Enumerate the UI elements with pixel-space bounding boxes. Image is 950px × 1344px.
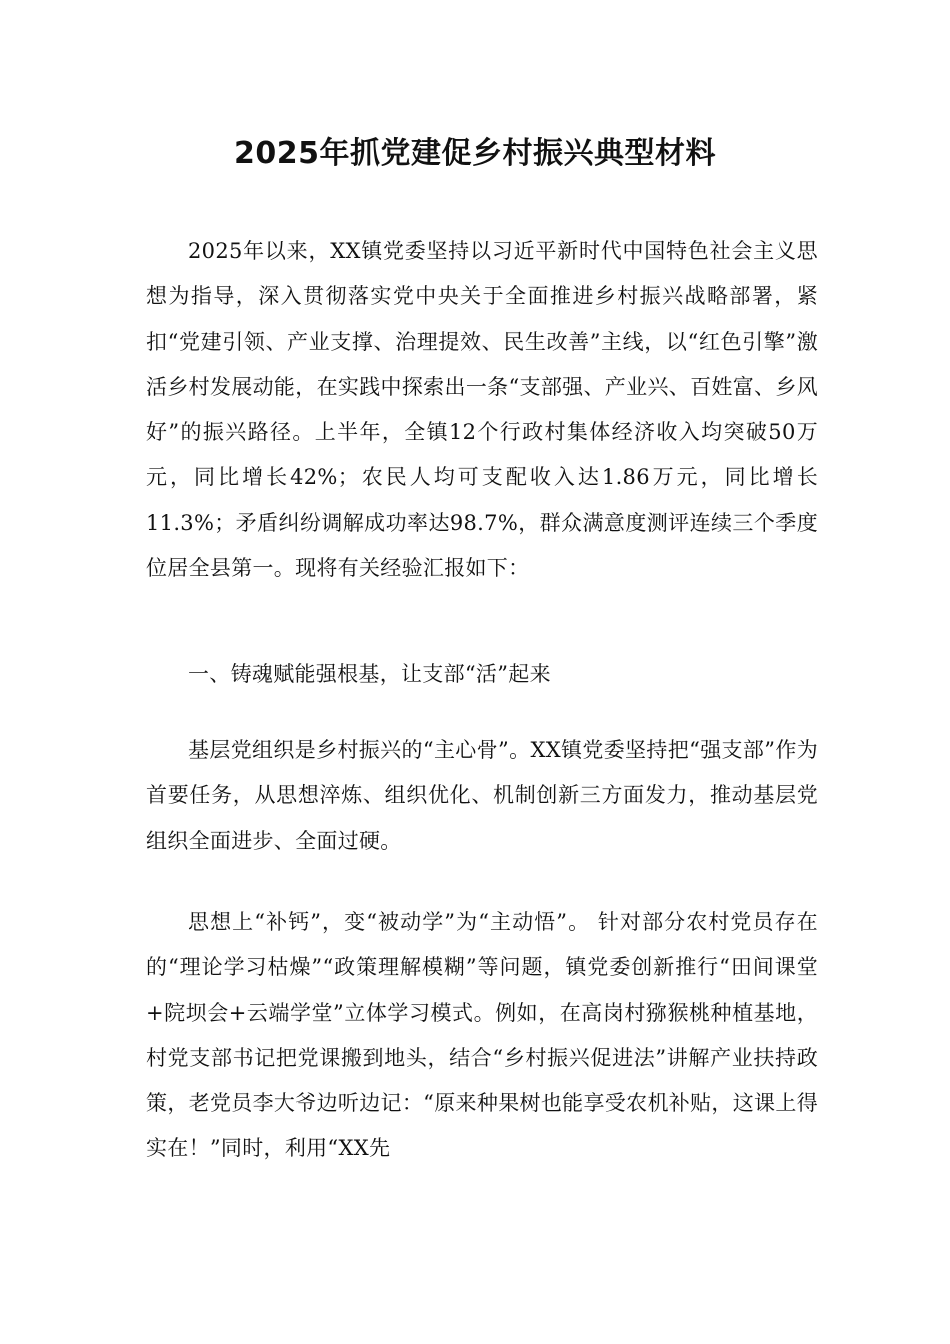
intro-paragraph: 2025年以来，XX镇党委坚持以习近平新时代中国特色社会主义思想为指导，深入贯彻落实党中央关于全面推进乡村振兴战略部署，紧扣“党建引领、产业支撑、治理提效、民生改善”主线，以“红色引擎”激活乡村发展动能，在实践中探索出一条“支部强、产业兴、百姓富、乡风好”的振兴路径。上半年，全镇12个行政村集体经济收入均突破50万元，同比增长42%；农民人均可支配收入达1.86万元，同比增长11.3%；矛盾纠纷调解成功率达98.7%，群众满意度测评连续三个季度位居全县第一。现将有关经验汇报如下： bbox=[146, 239, 818, 581]
section-heading: 一、铸魂赋能强根基，让支部“活”起来 bbox=[188, 662, 551, 686]
body-paragraph: 基层党组织是乡村振兴的“主心骨”。XX镇党委坚持把“强支部”作为首要任务，从思想淬炼、组织优化、机制创新三方面发力，推动基层党组织全面进步、全面过硬。 bbox=[146, 738, 818, 853]
document-title: 2025年抓党建促乡村振兴典型材料 bbox=[234, 136, 716, 171]
body-paragraph: 思想上“补钙”，变“被动学”为“主动悟”。 针对部分农村党员存在的“理论学习枯燥”“政策理解模糊”等问题，镇党委创新推行“田间课堂+院坝会+云端学堂”立体学习模式。例如，在高岗村猕猴桃种植基地，村党支部书记把党课搬到地头，结合“乡村振兴促进法”讲解产业扶持政策，老党员李大爷边听边记：“原来种果树也能享受农机补贴，这课上得实在！”同时，利用“XX先 bbox=[146, 910, 818, 1161]
